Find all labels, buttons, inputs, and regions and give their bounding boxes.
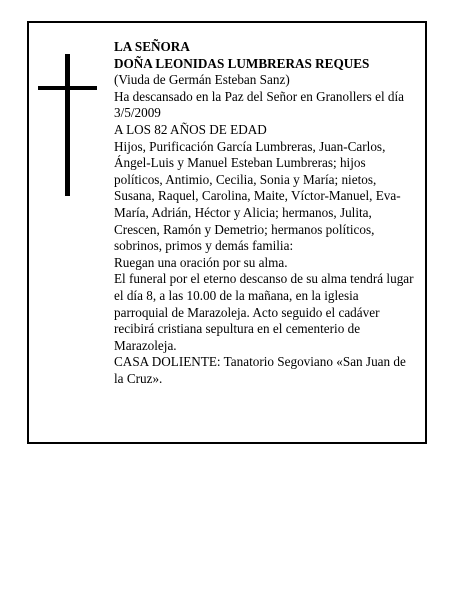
- notice-title: LA SEÑORA: [114, 39, 190, 54]
- funeral-details: El funeral por el eterno descanso de su alma tendrá lugar el día 8, a las 10.00 de la mañana, en la iglesia parroquial de Marazoleja. Acto seguido el cadáver recibirá cristiana sepultura en el cementerio de Marazoleja.: [114, 271, 414, 353]
- prayer-request: Ruegan una oración por su alma.: [114, 254, 288, 270]
- deceased-name: DOÑA LEONIDAS LUMBRERAS REQUES: [114, 55, 370, 71]
- cross-icon-bar: [38, 86, 97, 90]
- cross-icon: [65, 54, 70, 196]
- mourning-house: CASA DOLIENTE: Tanatorio Segoviano «San Juan de la Cruz».: [114, 354, 406, 386]
- obituary-text: [114, 39, 416, 387]
- passing-statement: Ha descansado en la Paz del Señor en Granollers el día 3/5/2009: [114, 88, 405, 121]
- family-list: Hijos, Purificación García Lumbreras, Juan-Carlos, Ángel-Luis y Manuel Esteban Lumbreras; hijos políticos, Antimio, Cecilia, Sonia y María; nietos, Susana, Raquel, Carolina, Maite, Víctor-Manuel, Eva-María, Adrián, Héctor y Alicia; hermanos, Julita, Crescen, Ramón y Demetrio; hermanos políticos, sobrinos, primos y demás familia:: [114, 138, 401, 254]
- widow-of: (Viuda de Germán Esteban Sanz): [114, 72, 290, 88]
- age-statement: A LOS 82 AÑOS DE EDAD: [114, 121, 267, 137]
